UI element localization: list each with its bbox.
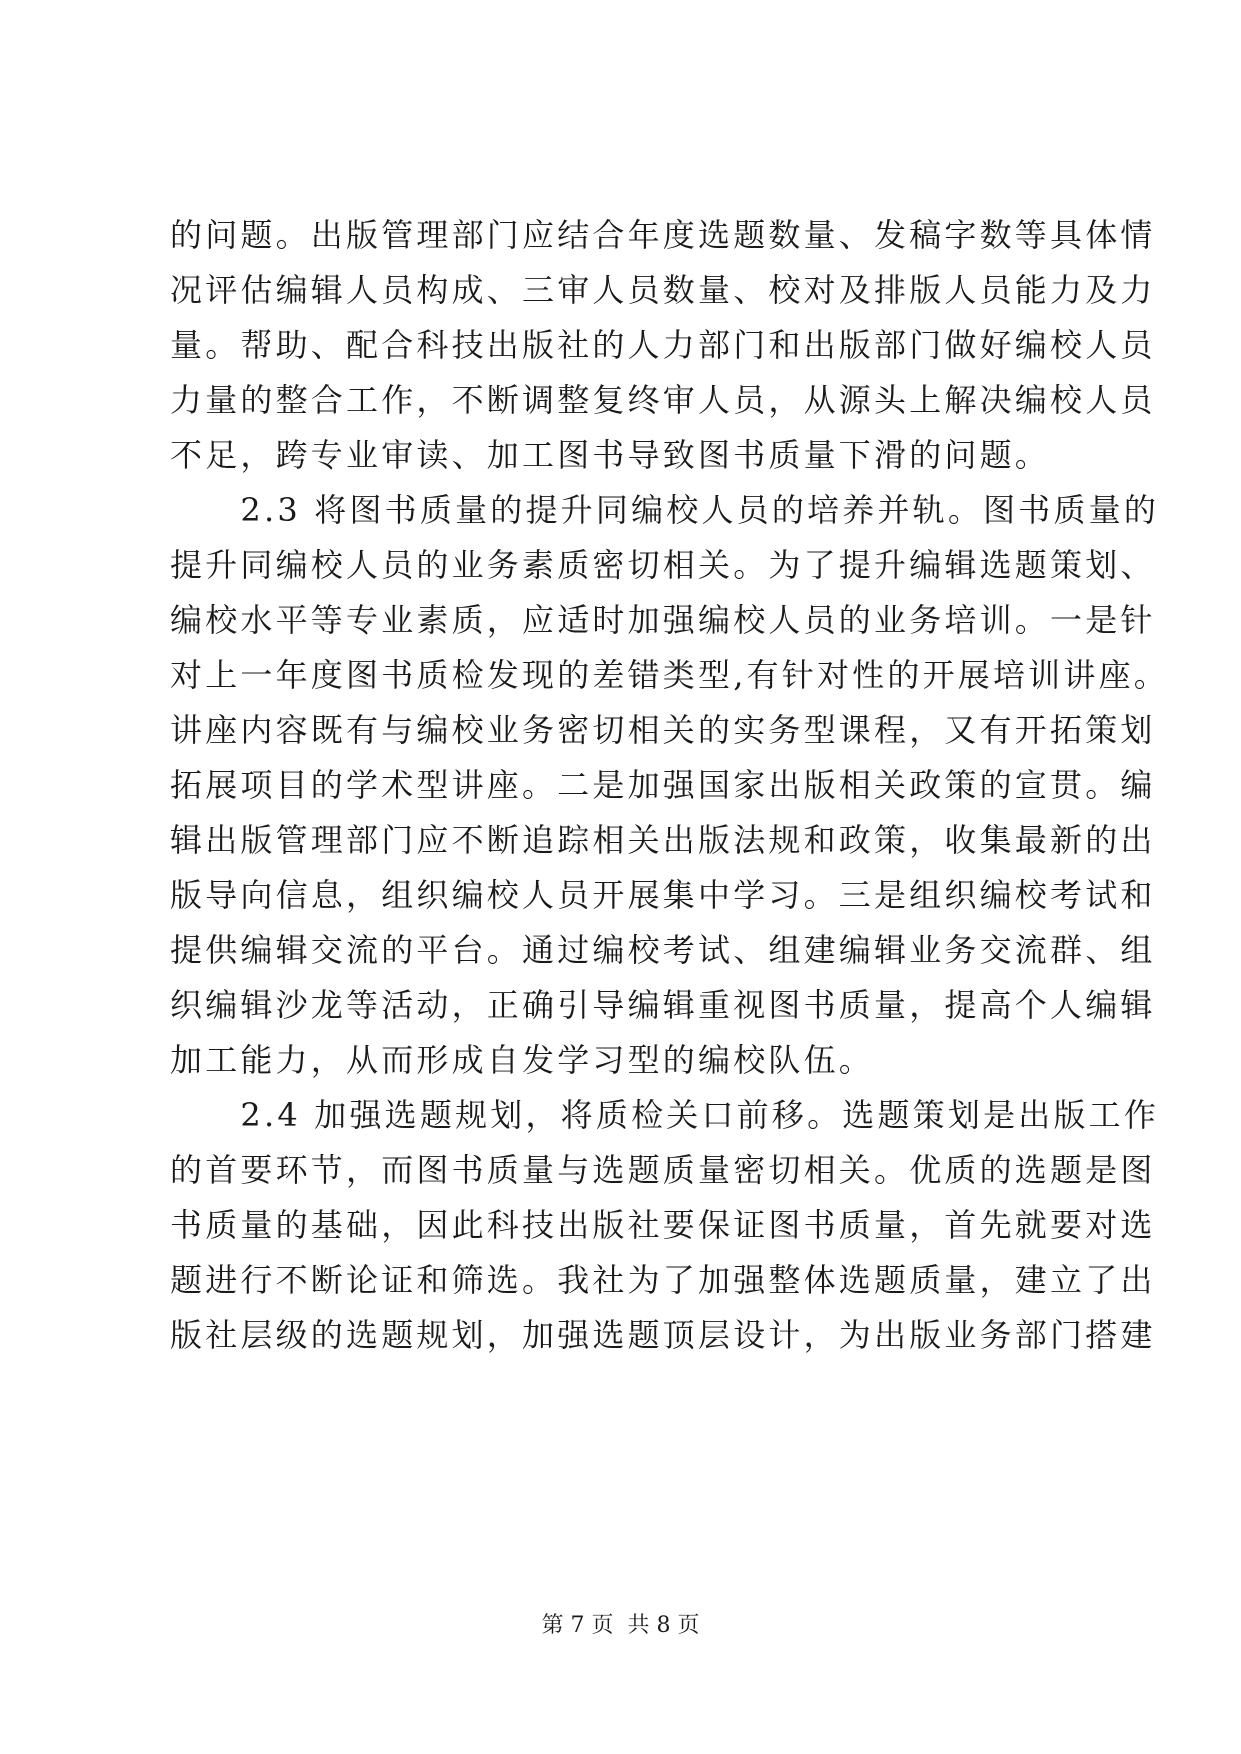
paragraph-first-line: 2.4 加强选题规划，将质检关口前移。选题策划是出版工作 bbox=[170, 1096, 1160, 1134]
text-line: 提升同编校人员的业务素质密切相关。为了提升编辑选题策划、 bbox=[170, 546, 1156, 584]
text-line: 的首要环节，而图书质量与选题质量密切相关。优质的选题是图 bbox=[170, 1151, 1156, 1189]
text-line: 讲座内容既有与编校业务密切相关的实务型课程，又有开拓策划 bbox=[170, 711, 1156, 749]
text-line: 加工能力，从而形成自发学习型的编校队伍。 bbox=[170, 1041, 875, 1079]
text-line: 力量的整合工作，不断调整复终审人员，从源头上解决编校人员 bbox=[170, 381, 1156, 419]
paragraph-first-line: 2.3 将图书质量的提升同编校人员的培养并轨。图书质量的 bbox=[170, 491, 1160, 529]
text-line: 版社层级的选题规划，加强选题顶层设计，为出版业务部门搭建 bbox=[170, 1316, 1156, 1354]
text-line: 况评估编辑人员构成、三审人员数量、校对及排版人员能力及力 bbox=[170, 271, 1156, 309]
text-line: 提供编辑交流的平台。通过编校考试、组建编辑业务交流群、组 bbox=[170, 931, 1156, 969]
text-line: 对上一年度图书质检发现的差错类型,有针对性的开展培训讲座。 bbox=[170, 656, 1169, 694]
text-line: 编校水平等专业素质，应适时加强编校人员的业务培训。一是针 bbox=[170, 601, 1156, 639]
text-line: 拓展项目的学术型讲座。二是加强国家出版相关政策的宣贯。编 bbox=[170, 766, 1156, 804]
text-line: 的问题。出版管理部门应结合年度选题数量、发稿字数等具体情 bbox=[170, 216, 1156, 254]
text-line: 不足，跨专业审读、加工图书导致图书质量下滑的问题。 bbox=[170, 436, 1051, 474]
text-line: 版导向信息，组织编校人员开展集中学习。三是组织编校考试和 bbox=[170, 876, 1156, 914]
text-line: 织编辑沙龙等活动，正确引导编辑重视图书质量，提高个人编辑 bbox=[170, 986, 1156, 1024]
text-line: 书质量的基础，因此科技出版社要保证图书质量，首先就要对选 bbox=[170, 1206, 1156, 1244]
text-line: 题进行不断论证和筛选。我社为了加强整体选题质量，建立了出 bbox=[170, 1261, 1156, 1299]
text-line: 辑出版管理部门应不断追踪相关出版法规和政策，收集最新的出 bbox=[170, 821, 1156, 859]
text-line: 量。帮助、配合科技出版社的人力部门和出版部门做好编校人员 bbox=[170, 326, 1156, 364]
page-number-footer: 第 7 页 共 8 页 bbox=[541, 1613, 700, 1638]
